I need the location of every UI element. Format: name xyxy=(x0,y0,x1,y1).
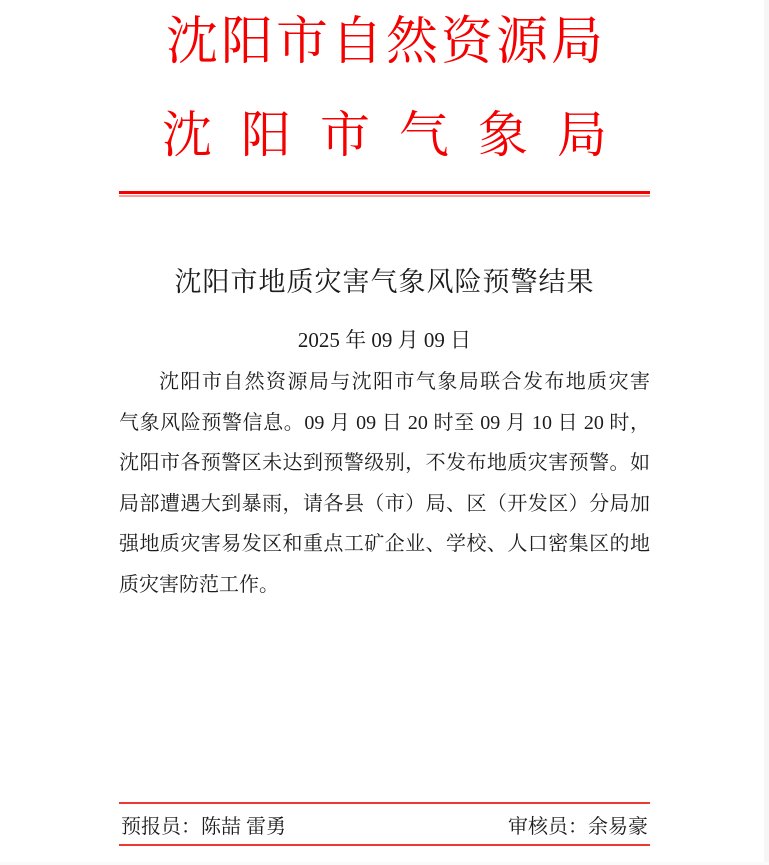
forecaster-names: 陈喆 雷勇 xyxy=(201,815,286,838)
forecaster-label: 预报员： xyxy=(121,815,201,838)
reviewer-label: 审核员： xyxy=(508,815,588,838)
viewer-right-edge xyxy=(764,0,769,865)
letterhead-divider-rule xyxy=(119,191,650,197)
body-line: 气象风险预警信息。09 月 09 日 20 时至 09 月 10 日 20 时， xyxy=(119,411,650,434)
footer-bottom-rule xyxy=(119,844,650,846)
document-footer xyxy=(119,802,650,846)
document-date: 2025 年 09 月 09 日 xyxy=(297,328,472,352)
document-title: 沈阳市地质灾害气象风险预警结果 xyxy=(174,267,595,297)
body-line: 沈阳市各预警区未达到预警级别，不发布地质灾害预警。如 xyxy=(119,452,650,474)
divider-thin-line xyxy=(119,195,650,197)
org-name-meteorological-bureau: 沈阳市气象局 xyxy=(162,107,636,163)
forecaster-signature xyxy=(121,810,286,839)
body-line: 沈阳市自然资源局与沈阳市气象局联合发布地质灾害 xyxy=(159,371,650,393)
body-line: 强地质灾害易发区和重点工矿企业、学校、人口密集区的地 xyxy=(119,533,650,555)
reviewer-signature xyxy=(508,810,648,839)
body-line: 质灾害防范工作。 xyxy=(119,573,279,596)
body-line: 局部遭遇大到暴雨，请各县（市）局、区（开发区）分局加 xyxy=(119,492,650,515)
org-name-natural-resources-bureau: 沈阳市自然资源局 xyxy=(165,14,606,71)
reviewer-name: 余易豪 xyxy=(588,815,648,838)
document-body xyxy=(119,362,650,605)
signature-row xyxy=(119,804,650,844)
